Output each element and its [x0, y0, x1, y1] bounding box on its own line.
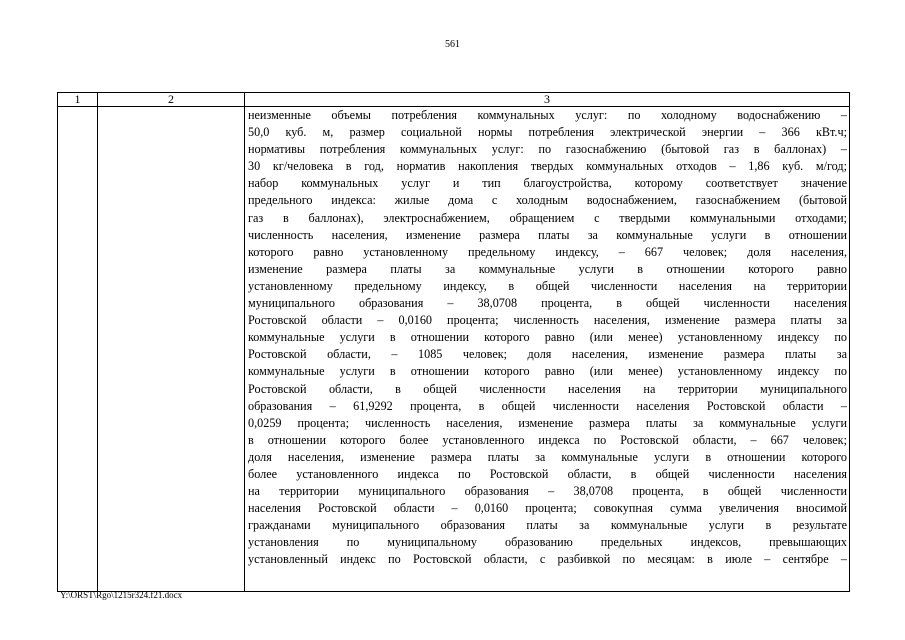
text-line: муниципального образования – 38,0708 процента, в общей численности населения — [248, 296, 847, 311]
text-line: нормативы потребления коммунальных услуг: по газоснабжению (бытовой газ в баллонах) – — [248, 142, 847, 157]
text-line: Ростовской области, – 1085 человек; доля населения, изменение размера платы за — [248, 347, 847, 362]
table-header-row — [58, 93, 850, 107]
text-line: 50,0 куб. м, размер социальной нормы потребления электрической энергии – 366 кВт.ч; — [248, 125, 847, 140]
text-line: предельного индекса: жилые дома с холодным водоснабжением, газоснабжением (бытовой — [248, 193, 847, 208]
text-line: изменение размера платы за коммунальные услуги в отношении которого равно — [248, 261, 847, 276]
page-number: 561 — [445, 39, 460, 50]
text-line: Ростовской области, в общей численности населения на территории муниципального — [248, 381, 847, 396]
footer-file-path: Y:\ORST\Rgo\1215r324.f21.docx — [60, 590, 183, 600]
text-line: более установленного индекса по Ростовской области, в общей численности населения — [248, 466, 847, 481]
text-line: в отношении которого более установленного индекса по Ростовской области, – 667 человек; — [248, 432, 847, 447]
text-line: 0,0259 процента; численность населения, изменение размера платы за коммунальные услуги — [248, 415, 847, 430]
column-header-1: 1 — [58, 93, 98, 107]
text-line: коммунальные услуги в отношении которого равно (или менее) установленному индексу по — [248, 364, 847, 379]
text-line: газ в баллонах), электроснабжением, обращением с твердыми коммунальными отходами; — [248, 210, 847, 225]
cell-col3 — [245, 107, 850, 592]
column-header-2: 2 — [98, 93, 245, 107]
column-header-3: 3 — [245, 93, 850, 107]
text-line: населения Ростовской области – 0,0160 процента; совокупная сумма увеличения вносимой — [248, 501, 847, 516]
text-line: которого равно установленному предельному индексу, – 667 человек; доля населения, — [248, 244, 847, 259]
text-line: численность населения, изменение размера платы за коммунальные услуги в отношении — [248, 227, 847, 242]
text-line: установленному предельному индексу, в общей численности населения на территории — [248, 278, 847, 293]
text-line: образования – 61,9292 процента, в общей численности населения Ростовской области – — [248, 398, 847, 413]
text-line: набор коммунальных услуг и тип благоустройства, которому соответствует значение — [248, 176, 847, 191]
table-row — [58, 107, 850, 592]
cell-col3-text — [245, 107, 849, 569]
text-line: доля населения, изменение размера платы за коммунальные услуги в отношении которого — [248, 449, 847, 464]
document-table — [57, 92, 850, 592]
cell-col2 — [98, 107, 245, 592]
text-line: установления по муниципальному образованию предельных индексов, превышающих — [248, 535, 847, 550]
cell-col1 — [58, 107, 98, 592]
text-line: 30 кг/человека в год, норматив накопления твердых коммунальных отходов – 1,86 куб. м/год; — [248, 159, 847, 174]
text-line: неизменные объемы потребления коммунальных услуг: по холодному водоснабжению – — [248, 108, 847, 122]
text-line: гражданами муниципального образования платы за коммунальные услуги в результате — [248, 518, 847, 533]
text-line: на территории муниципального образования – 38,0708 процента, в общей численности — [248, 484, 847, 499]
text-line: установленный индекс по Ростовской области, с разбивкой по месяцам: в июле – сентябре – — [248, 552, 847, 567]
text-line: Ростовской области – 0,0160 процента; численность населения, изменение размера платы за — [248, 313, 847, 328]
text-line: коммунальные услуги в отношении которого равно (или менее) установленному индексу по — [248, 330, 847, 345]
